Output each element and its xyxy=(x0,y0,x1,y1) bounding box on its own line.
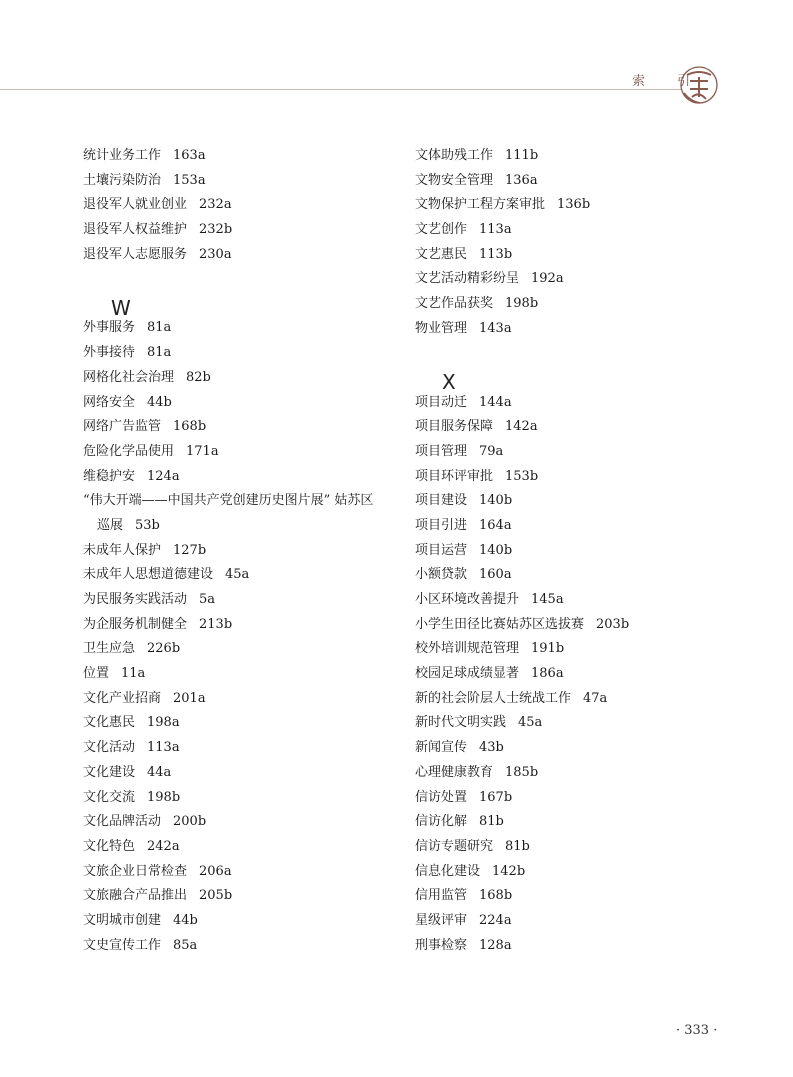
index-entry xyxy=(83,341,393,366)
index-term: 小学生田径比赛姑苏区选拔赛 xyxy=(415,616,585,632)
index-term: 位置 xyxy=(83,666,110,682)
index-entry xyxy=(415,267,755,292)
index-term: 网格化社会治理 xyxy=(83,369,175,385)
index-term: 项目环评审批 xyxy=(415,468,494,484)
index-term: 文明城市创建 xyxy=(83,912,162,928)
index-term: “伟大开端——中国共产党创建历史图片展” 姑苏区 xyxy=(83,493,374,509)
index-term: 退役军人权益维护 xyxy=(83,222,188,238)
index-page-ref: 153b xyxy=(505,468,539,484)
index-page-ref: 191b xyxy=(531,641,565,657)
index-entry xyxy=(415,736,755,761)
index-page-ref: 11a xyxy=(121,666,146,682)
index-term: 统计业务工作 xyxy=(83,148,162,163)
index-page-ref: 242a xyxy=(147,838,180,854)
index-page-ref: 144a xyxy=(479,394,512,410)
index-entry xyxy=(415,909,755,934)
index-term: 网络安全 xyxy=(83,394,136,410)
index-term: 外事服务 xyxy=(83,320,136,336)
section-spacer xyxy=(415,342,755,391)
index-page-ref: 203b xyxy=(596,616,630,632)
index-page-ref: 113b xyxy=(479,246,513,262)
index-page-ref: 226b xyxy=(147,641,181,657)
index-term: 文物安全管理 xyxy=(415,172,494,188)
index-entry xyxy=(415,489,755,514)
left-column xyxy=(83,144,393,958)
index-entry xyxy=(83,662,393,687)
index-entry xyxy=(83,810,393,835)
index-term: 文艺惠民 xyxy=(415,246,468,262)
index-entry xyxy=(83,489,393,514)
index-term: 土壤污染防治 xyxy=(83,172,162,188)
index-page-ref: 124a xyxy=(147,468,180,484)
index-term: 星级评审 xyxy=(415,912,468,928)
index-entry xyxy=(415,711,755,736)
index-entry xyxy=(415,637,755,662)
index-term: 信访专题研究 xyxy=(415,838,494,854)
index-term: 卫生应急 xyxy=(83,641,136,657)
index-page-ref: 45a xyxy=(518,715,543,731)
right-top-list xyxy=(415,144,755,342)
index-term: 为民服务实践活动 xyxy=(83,592,188,607)
index-page-ref: 232b xyxy=(199,222,233,238)
index-entry xyxy=(83,539,393,564)
index-term: 文艺创作 xyxy=(415,222,468,238)
header-rule xyxy=(0,89,681,90)
index-term: 文化惠民 xyxy=(83,715,136,731)
index-term: 新时代文明实践 xyxy=(415,715,507,731)
index-entry xyxy=(415,539,755,564)
index-entry xyxy=(83,366,393,391)
index-page-ref: 113a xyxy=(479,222,512,238)
index-page-ref: 200b xyxy=(173,814,207,830)
index-term: 校园足球成绩显著 xyxy=(415,666,520,682)
index-entry xyxy=(83,637,393,662)
seal-logo-icon xyxy=(678,63,720,107)
index-page-ref: 47a xyxy=(583,690,608,706)
index-entry xyxy=(415,860,755,885)
index-term: 文旅融合产品推出 xyxy=(83,888,188,904)
index-entry xyxy=(83,687,393,712)
index-entry xyxy=(83,860,393,885)
index-page-ref: 140b xyxy=(479,542,513,558)
index-page-ref: 142a xyxy=(505,419,538,435)
index-entry xyxy=(415,786,755,811)
index-term: 项目动迁 xyxy=(415,394,468,410)
index-page-ref: 168b xyxy=(479,888,513,904)
index-entry xyxy=(83,736,393,761)
index-term: 文史宣传工作 xyxy=(83,937,162,953)
index-page-ref: 213b xyxy=(199,616,233,632)
index-page-ref: 145a xyxy=(531,592,564,607)
index-term: 项目建设 xyxy=(415,493,468,509)
index-entry xyxy=(83,193,393,218)
index-term: 刑事检察 xyxy=(415,937,468,953)
index-page-ref: 53b xyxy=(135,517,160,533)
index-entry xyxy=(415,440,755,465)
section-letter-x: X xyxy=(442,370,456,394)
index-term: 文体助残工作 xyxy=(415,148,494,163)
index-page-ref: 81a xyxy=(147,320,172,336)
index-term: 文艺活动精彩纷呈 xyxy=(415,271,520,287)
index-entry xyxy=(415,317,755,342)
w-entry-list xyxy=(83,316,393,489)
index-term: 心理健康教育 xyxy=(415,764,494,780)
index-page-ref: 136b xyxy=(557,197,591,213)
index-entry xyxy=(83,415,393,440)
index-term: 文化交流 xyxy=(83,789,136,805)
index-entry xyxy=(83,316,393,341)
index-entry xyxy=(415,810,755,835)
index-entry xyxy=(415,761,755,786)
index-term: 项目运营 xyxy=(415,542,468,558)
w-entry-list-continued xyxy=(83,539,393,959)
index-page-ref: 171a xyxy=(186,443,219,459)
index-page-ref: 198b xyxy=(505,296,539,312)
index-term: 巡展 xyxy=(97,517,124,533)
index-term: 文物保护工程方案审批 xyxy=(415,197,546,213)
index-page-ref: 43b xyxy=(479,740,504,756)
index-term: 小额贷款 xyxy=(415,567,468,583)
index-entry xyxy=(415,292,755,317)
index-term: 新闻宣传 xyxy=(415,740,468,756)
index-entry xyxy=(83,243,393,268)
index-page-ref: 44a xyxy=(147,764,172,780)
index-entry xyxy=(415,415,755,440)
index-page-ref: 224a xyxy=(479,912,512,928)
index-term: 危险化学品使用 xyxy=(83,443,175,459)
index-term: 项目引进 xyxy=(415,517,468,533)
index-page-ref: 232a xyxy=(199,197,232,213)
index-term: 信用监管 xyxy=(415,888,468,904)
running-head-title: 索 引 xyxy=(632,74,705,89)
index-entry xyxy=(83,761,393,786)
index-term: 文化产业招商 xyxy=(83,690,162,706)
section-letter-w: W xyxy=(111,296,131,320)
right-column xyxy=(415,144,755,958)
index-entry xyxy=(83,391,393,416)
index-term: 文艺作品获奖 xyxy=(415,296,494,312)
index-page-ref: 230a xyxy=(199,246,232,262)
index-entry xyxy=(83,786,393,811)
index-page-ref: 127b xyxy=(173,542,207,558)
index-term: 校外培训规范管理 xyxy=(415,641,520,657)
index-page-ref: 198a xyxy=(147,715,180,731)
index-page-ref: 160a xyxy=(479,567,512,583)
index-term: 项目管理 xyxy=(415,443,468,459)
index-page-ref: 82b xyxy=(186,369,211,385)
index-term: 信访处置 xyxy=(415,789,468,805)
index-page-ref: 128a xyxy=(479,937,512,953)
index-entry xyxy=(415,934,755,959)
x-entry-list xyxy=(415,391,755,959)
index-term: 未成年人思想道德建设 xyxy=(83,567,214,583)
index-term: 文化活动 xyxy=(83,740,136,756)
index-page-ref: 205b xyxy=(199,888,233,904)
index-entry xyxy=(415,662,755,687)
index-entry xyxy=(415,391,755,416)
index-page-ref: 143a xyxy=(479,320,512,336)
index-page-ref: 85a xyxy=(173,937,198,953)
index-entry xyxy=(83,934,393,959)
index-term: 文旅企业日常检查 xyxy=(83,863,188,879)
index-page-ref: 140b xyxy=(479,493,513,509)
index-term: 未成年人保护 xyxy=(83,542,162,558)
index-entry xyxy=(83,909,393,934)
index-page-ref: 81b xyxy=(505,838,530,854)
index-entry xyxy=(83,144,393,169)
index-entry xyxy=(415,514,755,539)
page-number: · 333 · xyxy=(676,1023,718,1038)
index-entry xyxy=(415,193,755,218)
index-page-ref: 153a xyxy=(173,172,206,188)
index-entry xyxy=(83,884,393,909)
index-entry xyxy=(415,613,755,638)
index-page-ref: 44b xyxy=(173,912,198,928)
index-entry xyxy=(83,711,393,736)
index-entry xyxy=(83,218,393,243)
index-term: 新的社会阶层人士统战工作 xyxy=(415,690,572,706)
index-entry xyxy=(83,440,393,465)
index-entry xyxy=(415,169,755,194)
index-page-ref: 206a xyxy=(199,863,232,879)
index-page-ref: 186a xyxy=(531,666,564,682)
index-term: 信访化解 xyxy=(415,814,468,830)
index-term: 信息化建设 xyxy=(415,863,481,879)
index-term: 维稳护安 xyxy=(83,468,136,484)
index-entry xyxy=(83,588,393,613)
index-term: 退役军人志愿服务 xyxy=(83,246,188,262)
index-entry-continuation xyxy=(83,514,393,539)
index-page-ref: 113a xyxy=(147,740,180,756)
index-entry xyxy=(83,563,393,588)
index-entry xyxy=(83,613,393,638)
index-term: 退役军人就业创业 xyxy=(83,197,188,213)
index-page-ref: 81b xyxy=(479,814,504,830)
index-page-ref: 185b xyxy=(505,764,539,780)
index-entry xyxy=(415,687,755,712)
index-entry xyxy=(415,563,755,588)
index-term: 为企服务机制健全 xyxy=(83,616,188,632)
index-term: 文化品牌活动 xyxy=(83,814,162,830)
index-entry xyxy=(415,884,755,909)
index-page-ref: 167b xyxy=(479,789,513,805)
index-entry xyxy=(415,144,755,169)
index-entry xyxy=(415,835,755,860)
index-page-ref: 111b xyxy=(505,148,539,163)
index-page-ref: 44b xyxy=(147,394,172,410)
index-entry xyxy=(415,218,755,243)
index-term: 物业管理 xyxy=(415,320,468,336)
index-page-ref: 45a xyxy=(225,567,250,583)
index-page-ref: 192a xyxy=(531,271,564,287)
index-page-ref: 163a xyxy=(173,148,206,163)
index-page-ref: 79a xyxy=(479,443,504,459)
index-entry xyxy=(83,169,393,194)
index-term: 外事接待 xyxy=(83,345,136,361)
index-page-ref: 164a xyxy=(479,517,512,533)
index-entry xyxy=(415,243,755,268)
index-entry xyxy=(415,588,755,613)
index-page-ref: 136a xyxy=(505,172,538,188)
index-term: 小区环境改善提升 xyxy=(415,592,520,607)
index-page-ref: 168b xyxy=(173,419,207,435)
index-page-ref: 5a xyxy=(199,592,216,607)
index-page-ref: 201a xyxy=(173,690,206,706)
index-entry xyxy=(83,835,393,860)
index-entry xyxy=(415,465,755,490)
index-term: 文化建设 xyxy=(83,764,136,780)
index-page-ref: 81a xyxy=(147,345,172,361)
index-term: 文化特色 xyxy=(83,838,136,854)
index-page-ref: 142b xyxy=(492,863,526,879)
index-page-ref: 198b xyxy=(147,789,181,805)
index-entry xyxy=(83,465,393,490)
left-top-list xyxy=(83,144,393,267)
index-term: 网络广告监管 xyxy=(83,419,162,435)
index-term: 项目服务保障 xyxy=(415,419,494,435)
